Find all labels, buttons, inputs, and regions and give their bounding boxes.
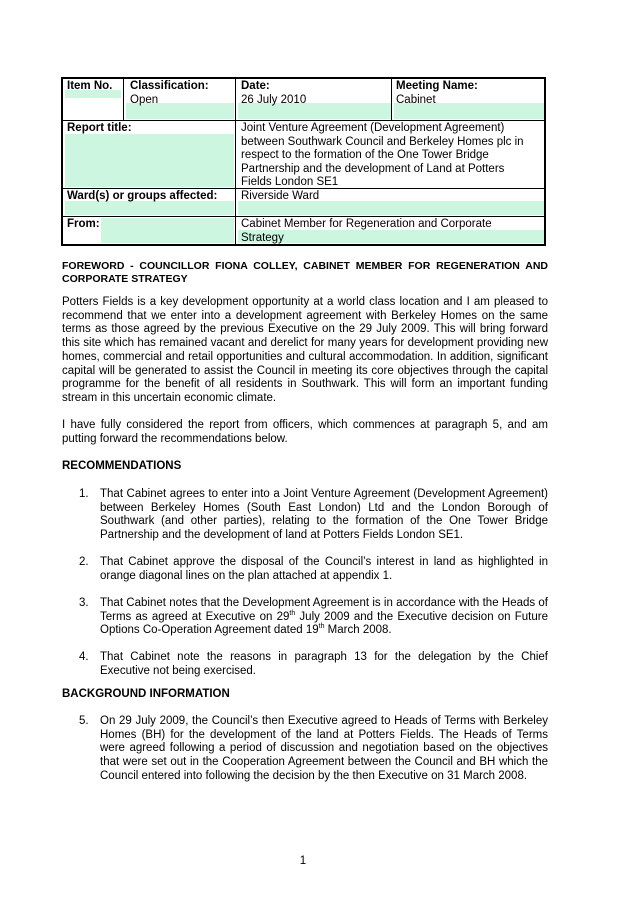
background-heading: BACKGROUND INFORMATION: [62, 688, 230, 700]
foreword-paragraph: Potters Fields is a key development opportunity at a world class location and I am pleased to recommend that we enter into a development agreement with Berkeley Homes on the same terms as those agreed by the previous Executive on the 29 July 2009. This will bring forward this site which has remained vacant and derelict for many years for development providing new homes, commercial and retail opportunities and cultural accommodation. In addition, significant capital will be generated to assist the Council in meeting its core objectives through the capital programme for the benefit of all residents in Southwark. This will form an important funding stream in this uncertain economic climate.: [62, 296, 548, 404]
classification-label: Classification:: [130, 80, 209, 92]
table-border-left: [61, 77, 63, 246]
table-col-divider: [391, 77, 392, 120]
meeting-name-label: Meeting Name:: [396, 80, 478, 92]
report-title-label: Report title:: [67, 122, 132, 134]
date-value: 26 July 2010: [241, 94, 307, 106]
table-border-right: [544, 77, 546, 246]
wards-label: Ward(s) or groups affected:: [67, 190, 218, 202]
from-label-field: [101, 218, 234, 243]
table-row-divider: [61, 120, 546, 121]
item-no-label: Item No.: [67, 80, 113, 92]
foreword-heading: FOREWORD - COUNCILLOR FIONA COLLEY, CABINET MEMBER FOR REGENERATION AND CORPORATE STRATEGY: [62, 260, 548, 285]
table-col-divider: [123, 77, 124, 120]
table-border-top: [61, 77, 546, 79]
table-col-divider: [235, 77, 236, 246]
page-number: 1: [299, 855, 307, 867]
table-row-divider: [61, 216, 546, 217]
wards-value: Riverside Ward: [241, 190, 320, 202]
meeting-name-value: Cabinet: [396, 94, 436, 106]
from-value: Cabinet Member for Regeneration and Corporate Strategy: [241, 218, 492, 244]
report-title-field: [65, 134, 234, 187]
recommendations-heading: RECOMMENDATIONS: [62, 460, 182, 472]
report-title-value: Joint Venture Agreement (Development Agreement) between Southwark Council and Berkeley Homes plc in respect to the formation of the One Tower Bridge Partnership and the development of Land at Potters Fields London SE1: [241, 122, 524, 188]
date-label: Date:: [241, 80, 270, 92]
classification-value: Open: [130, 94, 159, 106]
from-label: From:: [67, 218, 100, 230]
foreword-paragraph: I have fully considered the report from officers, which commences at paragraph 5, and am putting forward the recommendations below.: [62, 419, 548, 445]
